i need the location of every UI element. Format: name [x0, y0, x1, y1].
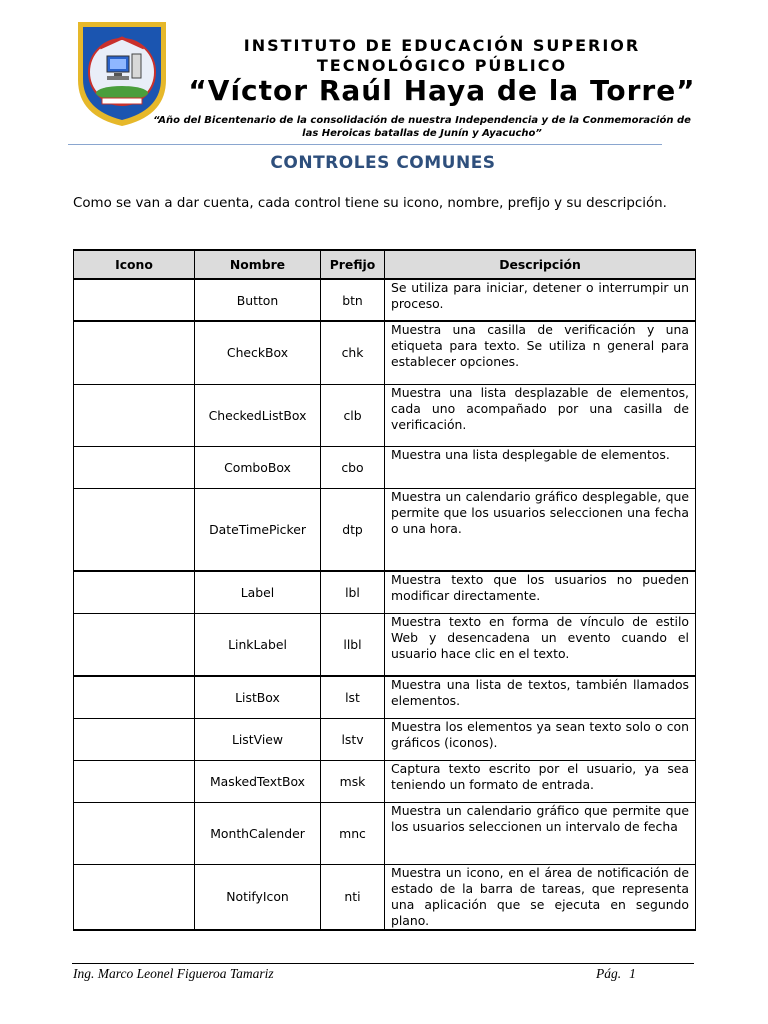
header-divider	[68, 144, 662, 145]
control-description: Muestra una lista desplazable de elementos, cada uno acompañado por una casilla de verificación.	[385, 384, 696, 446]
control-description: Muestra los elementos ya sean texto solo o con gráficos (iconos).	[385, 718, 696, 760]
controls-table	[73, 249, 696, 931]
header-icono: Icono	[74, 250, 195, 279]
control-name: LinkLabel	[195, 613, 321, 676]
table-row	[74, 488, 696, 571]
control-prefix: llbl	[321, 613, 385, 676]
control-prefix: btn	[321, 279, 385, 321]
icon-cell	[74, 864, 195, 930]
control-prefix: nti	[321, 864, 385, 930]
icon-cell	[74, 676, 195, 718]
table-row	[74, 802, 696, 864]
year-motto: “Año del Bicentenario de la consolidación de nuestra Independencia y de la Conmemoración de las Heroicas batallas de Junín y Ayacucho”	[153, 115, 691, 139]
control-name: MaskedTextBox	[195, 760, 321, 802]
icon-cell	[74, 802, 195, 864]
icon-cell	[74, 718, 195, 760]
control-prefix: msk	[321, 760, 385, 802]
table-row	[74, 446, 696, 488]
institute-name-line2: TECNOLÓGICO PÚBLICO	[316, 56, 568, 75]
control-prefix: lbl	[321, 571, 385, 613]
footer-author: Ing. Marco Leonel Figueroa Tamariz	[73, 966, 274, 981]
table-row	[74, 571, 696, 613]
control-name: Button	[195, 279, 321, 321]
control-name: NotifyIcon	[195, 864, 321, 930]
institute-logo-icon	[74, 18, 170, 128]
control-name: MonthCalender	[195, 802, 321, 864]
icon-cell	[74, 571, 195, 613]
footer-divider	[72, 963, 694, 964]
table-row	[74, 718, 696, 760]
table-row	[74, 613, 696, 676]
header-descripcion: Descripción	[385, 250, 696, 279]
table-row	[74, 384, 696, 446]
intro-paragraph: Como se van a dar cuenta, cada control tiene su icono, nombre, prefijo y su descripción.	[73, 196, 667, 211]
control-name: ComboBox	[195, 446, 321, 488]
table-header-row	[74, 250, 696, 279]
page-label: Pág.	[596, 966, 622, 981]
table-row	[74, 676, 696, 718]
control-name: ListBox	[195, 676, 321, 718]
icon-cell	[74, 446, 195, 488]
control-prefix: clb	[321, 384, 385, 446]
icon-cell	[74, 321, 195, 384]
icon-cell	[74, 760, 195, 802]
control-name: DateTimePicker	[195, 488, 321, 571]
icon-cell	[74, 613, 195, 676]
control-description: Muestra una lista desplegable de elementos.	[385, 446, 696, 488]
control-description: Muestra una lista de textos, también llamados elementos.	[385, 676, 696, 718]
control-prefix: chk	[321, 321, 385, 384]
control-prefix: lst	[321, 676, 385, 718]
page-indicator	[596, 966, 636, 982]
control-description: Se utiliza para iniciar, detener o interrumpir un proceso.	[385, 279, 696, 321]
control-name: Label	[195, 571, 321, 613]
institute-name-line1: INSTITUTO DE EDUCACIÓN SUPERIOR	[243, 36, 641, 55]
page-number: 1	[629, 966, 636, 981]
icon-cell	[74, 384, 195, 446]
page-title: CONTROLES COMUNES	[270, 153, 496, 173]
icon-cell	[74, 488, 195, 571]
control-description: Muestra texto que los usuarios no pueden modificar directamente.	[385, 571, 696, 613]
control-description: Muestra un calendario gráfico que permite que los usuarios seleccionen un intervalo de fecha	[385, 802, 696, 864]
icon-cell	[74, 279, 195, 321]
control-prefix: mnc	[321, 802, 385, 864]
control-description: Captura texto escrito por el usuario, ya sea teniendo un formato de entrada.	[385, 760, 696, 802]
header-nombre: Nombre	[195, 250, 321, 279]
control-description: Muestra un calendario gráfico desplegable, que permite que los usuarios seleccionen una fecha o una hora.	[385, 488, 696, 571]
control-description: Muestra una casilla de verificación y una etiqueta para texto. Se utiliza n general para establecer opciones.	[385, 321, 696, 384]
institute-name-line3: “Víctor Raúl Haya de la Torre”	[188, 74, 696, 107]
control-name: ListView	[195, 718, 321, 760]
table-row	[74, 321, 696, 384]
table-row	[74, 760, 696, 802]
control-prefix: dtp	[321, 488, 385, 571]
control-name: CheckBox	[195, 321, 321, 384]
table-row	[74, 279, 696, 321]
table-row	[74, 864, 696, 930]
control-description: Muestra texto en forma de vínculo de estilo Web y desencadena un evento cuando el usuario hace clic en el texto.	[385, 613, 696, 676]
document-header	[72, 16, 694, 146]
control-prefix: cbo	[321, 446, 385, 488]
control-name: CheckedListBox	[195, 384, 321, 446]
header-prefijo: Prefijo	[321, 250, 385, 279]
control-description: Muestra un icono, en el área de notificación de estado de la barra de tareas, que representa una aplicación que se ejecuta en segundo plano.	[385, 864, 696, 930]
control-prefix: lstv	[321, 718, 385, 760]
